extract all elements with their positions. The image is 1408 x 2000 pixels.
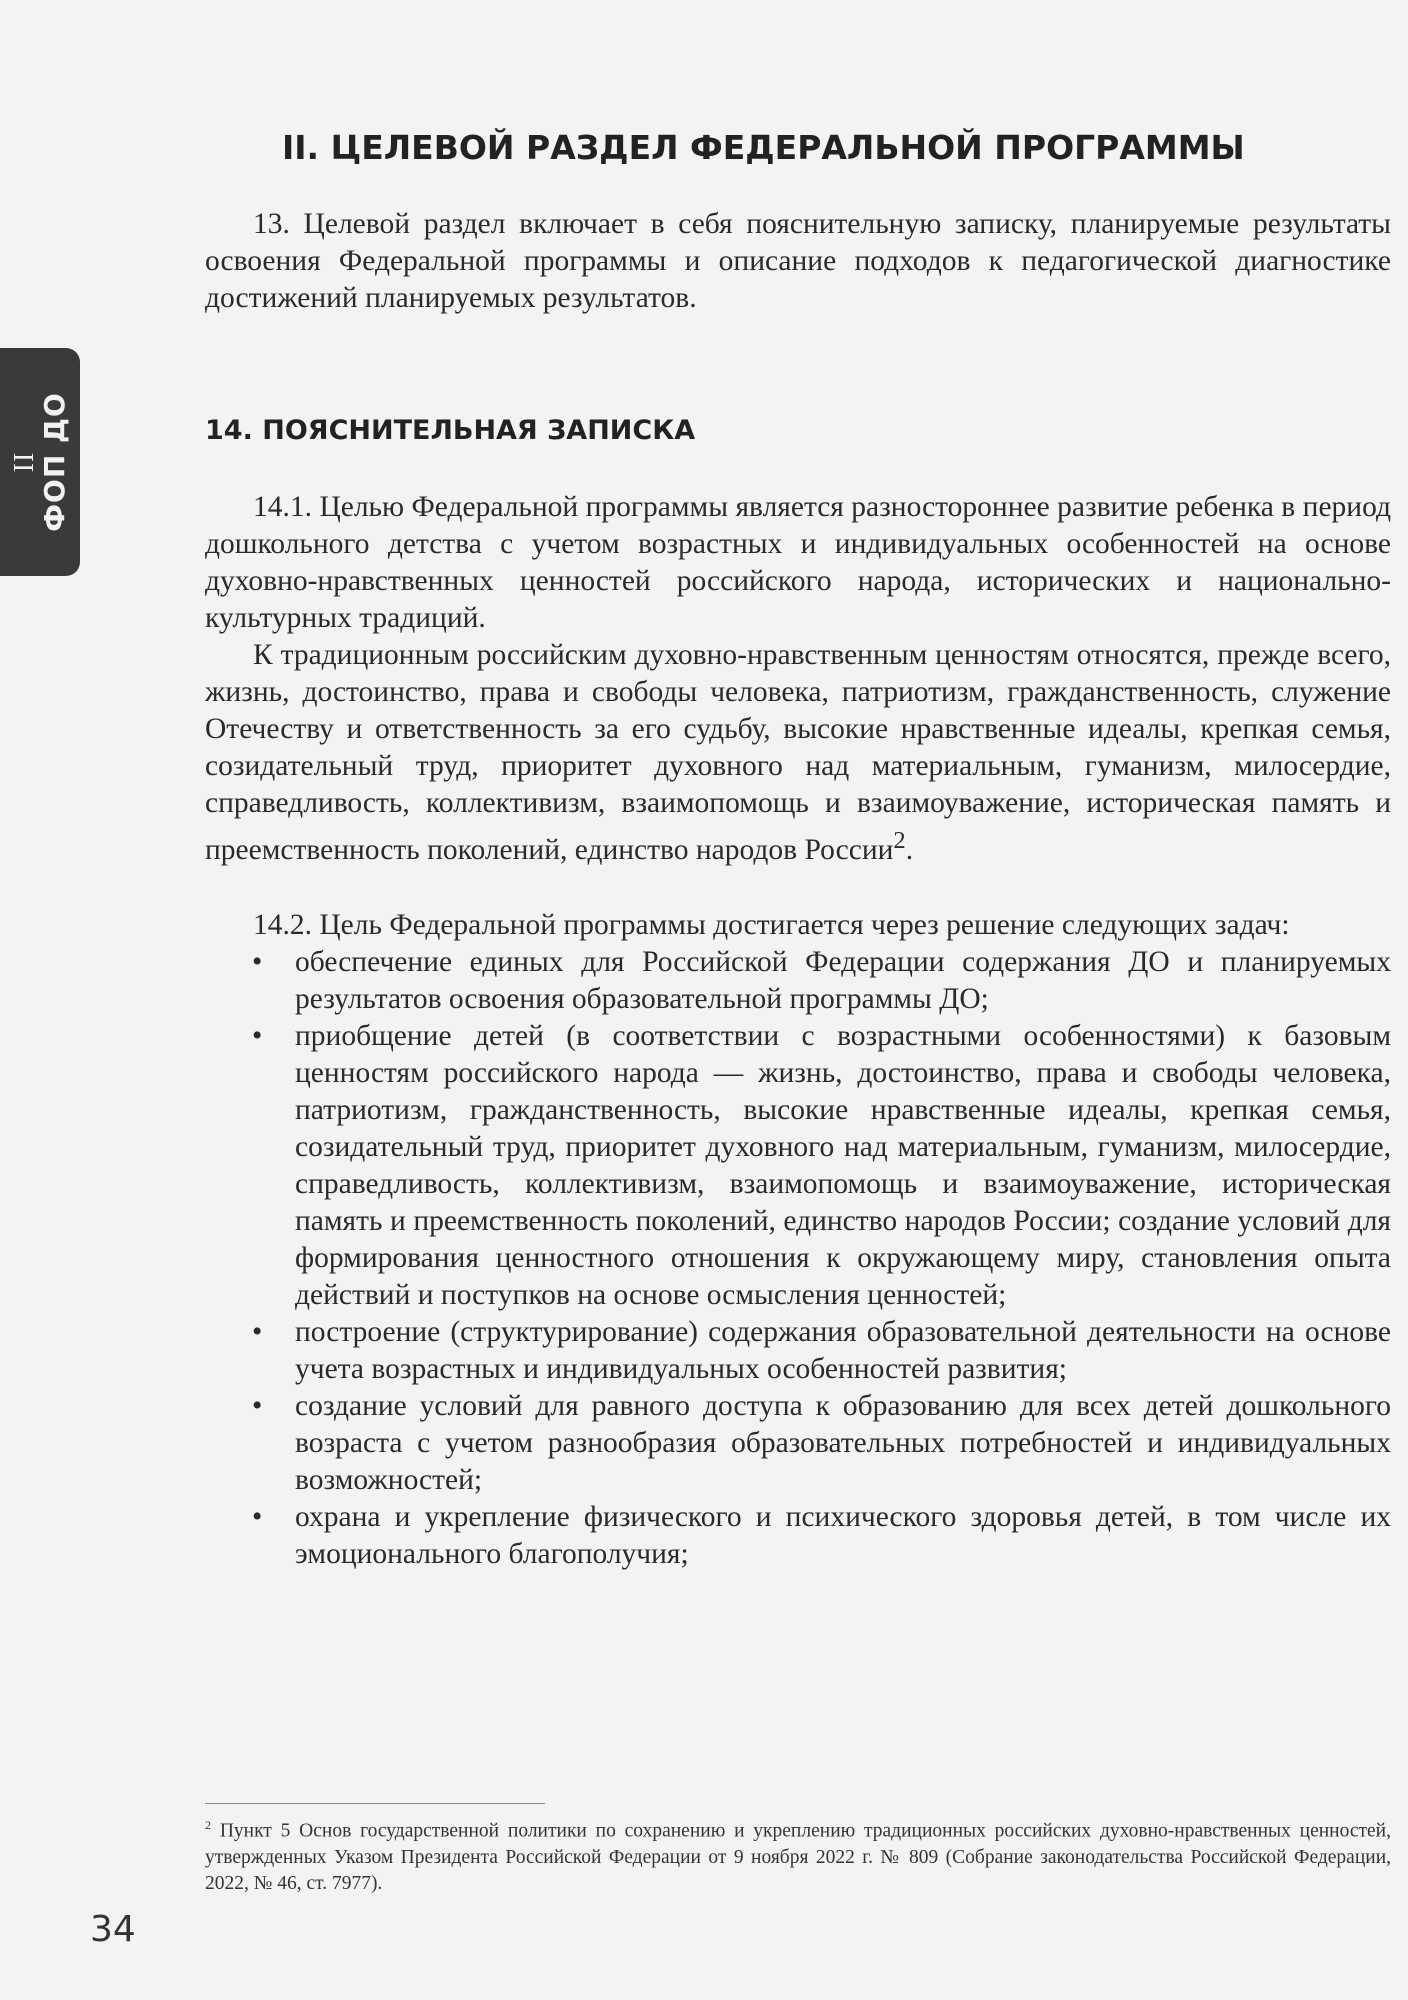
list-item: • построение (структурирование) содержания образовательной деятельности на основе учета возрастных и индивидуальных особенностей развития; xyxy=(295,1314,1391,1388)
main-content xyxy=(205,206,1391,1573)
side-tab-section-number: II xyxy=(9,451,40,473)
task-list xyxy=(205,944,1391,1573)
footnote-text: Пункт 5 Основ государственной политики по сохранению и укреплению традиционных российских духовно-нравственных ценностей, утвержденных Указом Президента Российской Федерации от 9 ноября 2022 г. № 809 (Собрание законодательства Российской Федерации, 2022, № 46, ст. 7977). xyxy=(205,1820,1391,1894)
footnote-number: 2 xyxy=(205,1818,211,1832)
side-tab-label: ФОП ДО xyxy=(38,392,71,532)
list-item: • обеспечение единых для Российской Федерации содержания ДО и планируемых результатов освоения образовательной программы ДО; xyxy=(295,944,1391,1018)
footnote xyxy=(205,1812,1391,1897)
list-item: • приобщение детей (в соответствии с возрастными особенностями) к базовым ценностям российского народа — жизнь, достоинство, права и свободы человека, патриотизм, гражданственность, высокие нравственные идеалы, крепкая семья, созидательный труд, приоритет духовного над материальным, гуманизм, милосердие, справедливость, коллективизм, взаимопомощь и взаимоуважение, историческая память и преемственность поколений, единство народов России; создание условий для формирования ценностного отношения к окружающему миру, становления опыта действий и поступков на основе осмысления ценностей; xyxy=(295,1018,1391,1314)
paragraph-14-1: 14.1. Целью Федеральной программы является разностороннее развитие ребенка в период дошкольного детства с учетом возрастных и индивидуальных особенностей на основе духовно-нравственных ценностей российского народа, исторических и национально-культурных традиций. xyxy=(205,491,1391,634)
paragraph-values-end: . xyxy=(905,833,914,866)
section-side-tab xyxy=(0,348,80,576)
list-item: • создание условий для равного доступа к образованию для всех детей дошкольного возраста с учетом разнообразия образовательных потребностей и индивидуальных возможностей; xyxy=(295,1388,1391,1499)
side-tab-content xyxy=(10,392,70,532)
page-number: 34 xyxy=(90,1909,136,1950)
footnote-divider xyxy=(205,1803,545,1804)
paragraph-values-text: К традиционным российским духовно-нравственным ценностям относятся, прежде всего, жизнь, достоинство, права и свободы человека, патриотизм, гражданственность, служение Отечеству и ответственность за его судьбу, высокие нравственные идеалы, крепкая семья, созидательный труд, приоритет духовного над материальным, гуманизм, милосердие, справедливость, коллективизм, взаимопомощь и взаимоуважение, историческая память и преемственность поколений, единство народов России xyxy=(205,639,1391,866)
footnote-reference: 2 xyxy=(893,827,906,854)
heading-explanatory-note: 14. ПОЯСНИТЕЛЬНАЯ ЗАПИСКА xyxy=(205,415,696,446)
paragraph-values xyxy=(205,637,1391,869)
list-item: • охрана и укрепление физического и психического здоровья детей, в том числе их эмоционального благополучия; xyxy=(295,1499,1391,1573)
paragraph-13: 13. Целевой раздел включает в себя пояснительную записку, планируемые результаты освоения Федеральной программы и описание подходов к педагогической диагностике достижений планируемых результатов. xyxy=(205,208,1391,314)
paragraph-14-2: 14.2. Цель Федеральной программы достигается через решение следующих задач: xyxy=(253,908,1290,941)
section-title: II. ЦЕЛЕВОЙ РАЗДЕЛ ФЕДЕРАЛЬНОЙ ПРОГРАММЫ xyxy=(282,128,1245,167)
